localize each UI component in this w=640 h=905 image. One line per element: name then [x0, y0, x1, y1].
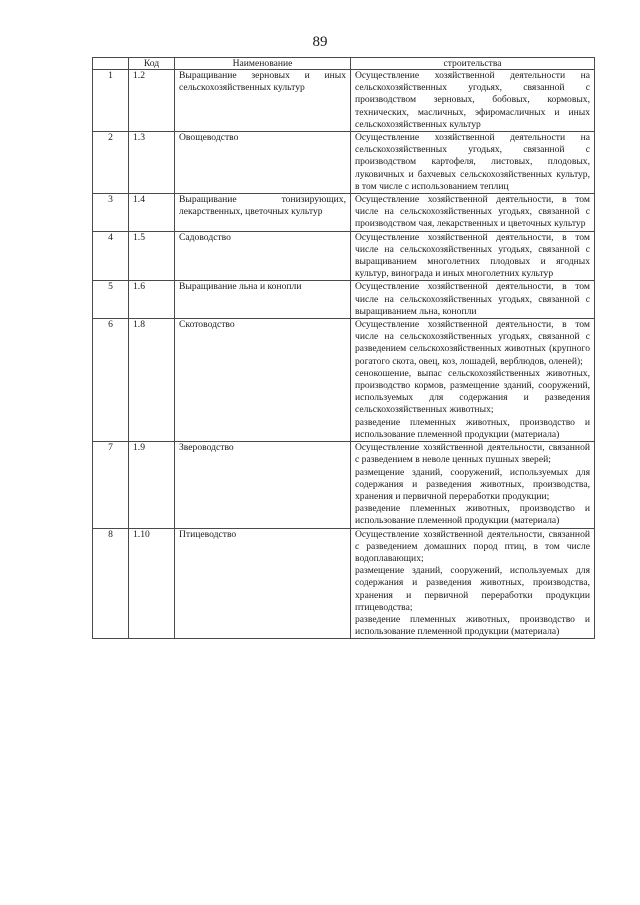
description-paragraph: Осуществление хозяйственной деятельности, связанной с разведением в неволе ценных пушных зверей;	[355, 442, 590, 466]
row-description	[351, 281, 595, 319]
row-number: 1	[93, 70, 129, 132]
row-code: 1.3	[129, 132, 175, 194]
description-paragraph: размещение зданий, сооружений, используемых для содержания и разведения животных, производства, хранения и первичной переработки продукции;	[355, 466, 590, 502]
row-description	[351, 194, 595, 232]
header-name: Наименование	[175, 58, 351, 70]
row-code: 1.2	[129, 70, 175, 132]
table-row	[93, 319, 595, 442]
row-number: 3	[93, 194, 129, 232]
table-row	[93, 442, 595, 528]
description-paragraph: Осуществление хозяйственной деятельности на сельскохозяйственных угодьях, связанной с производством картофеля, листовых, плодовых, луковичных и бахчевых сельскохозяйственных культур, в том числе с использованием теплиц	[355, 132, 590, 192]
table-row	[93, 194, 595, 232]
row-description	[351, 528, 595, 639]
description-paragraph: Осуществление хозяйственной деятельности, в том числе на сельскохозяйственных угодьях, связанной с выращиванием льна, конопли	[355, 281, 590, 317]
description-paragraph: Осуществление хозяйственной деятельности, в том числе на сельскохозяйственных угодьях, связанной с производством чая, лекарственных и цветочных культур	[355, 194, 590, 230]
row-description	[351, 442, 595, 528]
table-row	[93, 281, 595, 319]
description-paragraph: разведение племенных животных, производство и использование племенной продукции (материала)	[355, 503, 590, 527]
page-number: 89	[312, 34, 328, 50]
row-description	[351, 132, 595, 194]
row-number: 2	[93, 132, 129, 194]
row-name: Звероводство	[175, 442, 351, 528]
header-description: строительства	[351, 58, 595, 70]
table-row	[93, 528, 595, 639]
table-row	[93, 132, 595, 194]
row-name: Выращивание тонизирующих, лекарственных, цветочных культур	[175, 194, 351, 232]
description-paragraph: Осуществление хозяйственной деятельности, в том числе на сельскохозяйственных угодьях, связанной с разведением сельскохозяйственных животных (крупного рогатого скота, овец, коз, лошадей, верблюдов, оленей);	[355, 319, 590, 367]
row-code: 1.10	[129, 528, 175, 639]
row-code: 1.4	[129, 194, 175, 232]
description-paragraph: размещение зданий, сооружений, используемых для содержания и разведения животных, производства, хранения и первичной переработки продукции птицеводства;	[355, 565, 590, 613]
row-code: 1.5	[129, 231, 175, 281]
row-code: 1.9	[129, 442, 175, 528]
description-paragraph: Осуществление хозяйственной деятельности, связанной с разведением домашних пород птиц, в том числе водоплавающих;	[355, 528, 590, 564]
row-name: Скотоводство	[175, 319, 351, 442]
row-number: 4	[93, 231, 129, 281]
table-row	[93, 231, 595, 281]
row-name: Выращивание зерновых и иных сельскохозяйственных культур	[175, 70, 351, 132]
row-name: Овощеводство	[175, 132, 351, 194]
land-use-table	[92, 57, 595, 639]
description-paragraph: Осуществление хозяйственной деятельности на сельскохозяйственных угодьях, связанной с производством зерновых, бобовых, кормовых, технических, масличных, эфиромасличных и иных сельскохозяйственных культур	[355, 70, 590, 130]
row-code: 1.6	[129, 281, 175, 319]
table-row	[93, 70, 595, 132]
row-description	[351, 231, 595, 281]
description-paragraph: сенокошение, выпас сельскохозяйственных животных, производство кормов, размещение зданий, сооружений, используемых для содержания и разведения сельскохозяйственных животных;	[355, 367, 590, 416]
row-number: 7	[93, 442, 129, 528]
row-description	[351, 319, 595, 442]
row-number: 8	[93, 528, 129, 639]
row-number: 5	[93, 281, 129, 319]
row-name: Птицеводство	[175, 528, 351, 639]
row-number: 6	[93, 319, 129, 442]
description-paragraph: разведение племенных животных, производство и использование племенной продукции (материала)	[355, 613, 590, 638]
header-code: Код	[129, 58, 175, 70]
row-name: Выращивание льна и конопли	[175, 281, 351, 319]
header-number	[93, 58, 129, 70]
row-name: Садоводство	[175, 231, 351, 281]
table-header-row	[93, 58, 595, 70]
row-code: 1.8	[129, 319, 175, 442]
row-description	[351, 70, 595, 132]
description-paragraph: разведение племенных животных, производство и использование племенной продукции (материала)	[355, 416, 590, 440]
description-paragraph: Осуществление хозяйственной деятельности, в том числе на сельскохозяйственных угодьях, связанной с выращиванием многолетних плодовых и ягодных культур, винограда и иных многолетних культур	[355, 231, 590, 280]
